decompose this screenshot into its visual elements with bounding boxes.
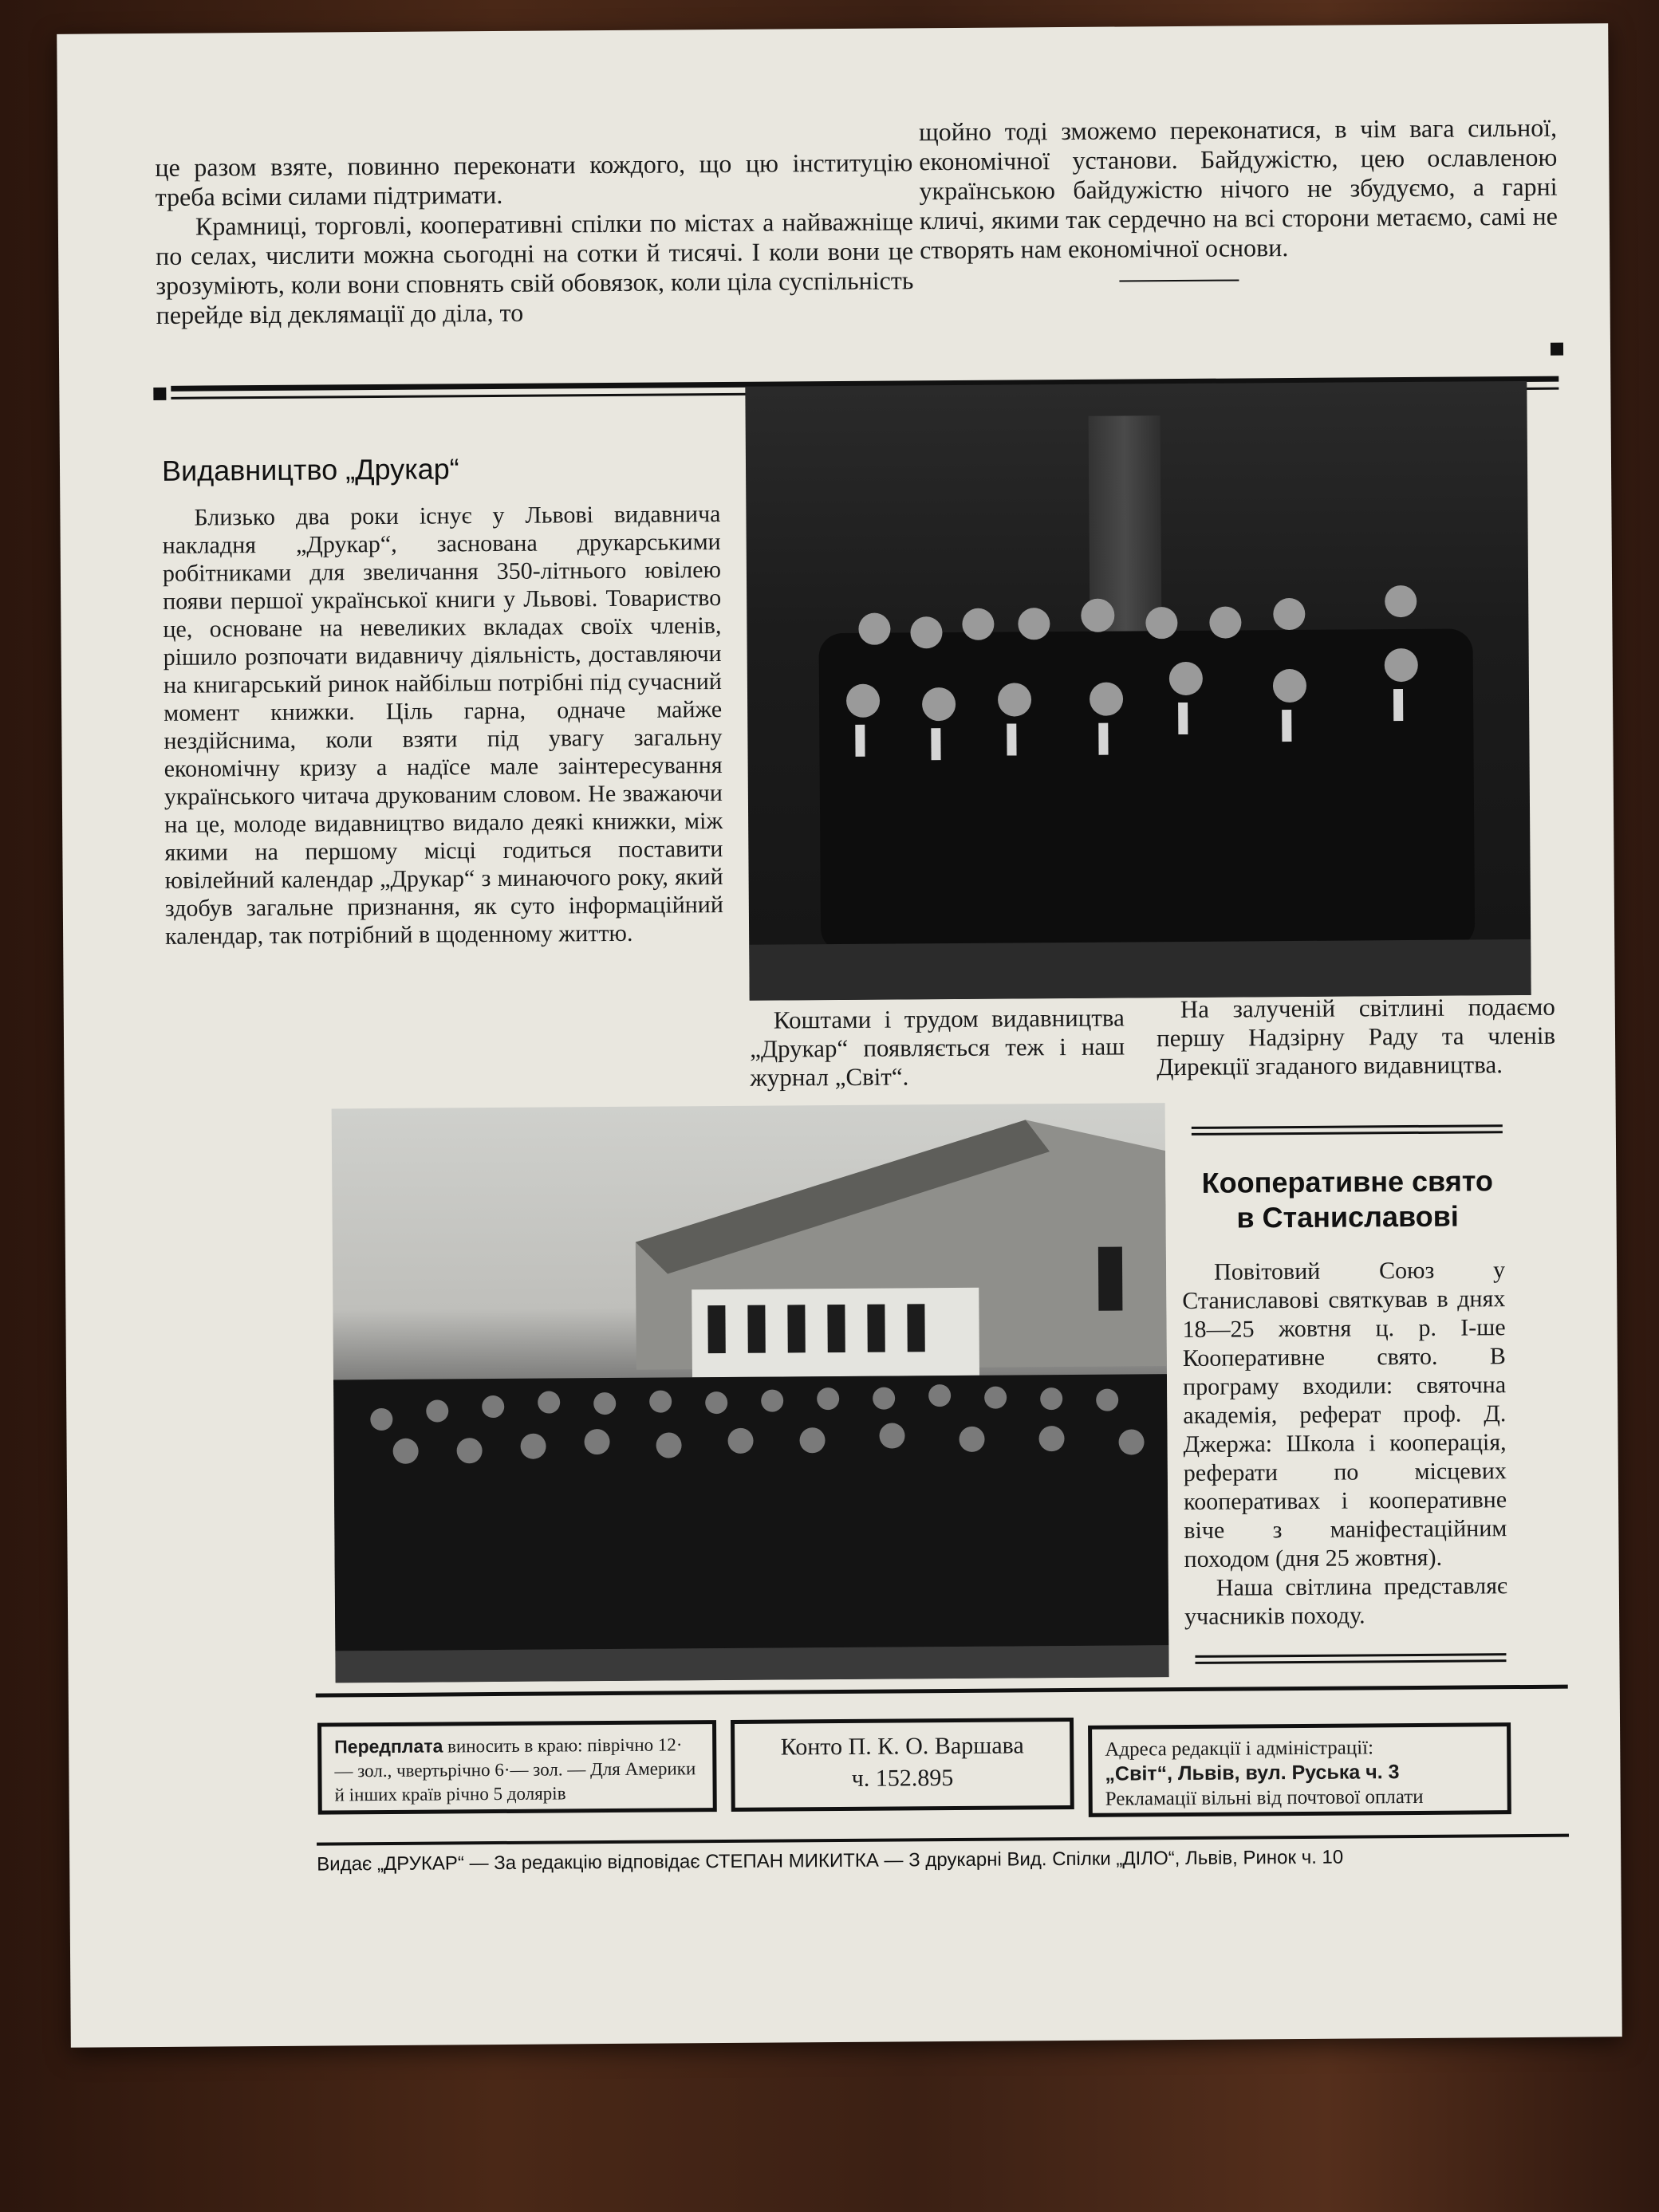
account-box — [731, 1718, 1074, 1812]
short-end-rule — [1119, 279, 1239, 281]
imprint-line: Видає „ДРУКАР“ — За редакцію відповідає СТЕПАН МИКИТКА — З друкарні Вид. Спілки „ДІЛО“, Львів, Ринок ч. 10 — [317, 1846, 1344, 1875]
group-figures — [745, 381, 1531, 1001]
address-box — [1088, 1722, 1511, 1817]
address-line-1: Адреса редакції і адміністрації: — [1105, 1737, 1374, 1761]
address-line-2: „Світ“, Львів, вул. Руська ч. 3 — [1105, 1761, 1400, 1785]
footer-rule — [317, 1834, 1569, 1846]
article2-para-1: Повітовий Союз у Станиславові святкував в днях 18—25 жовтня ц. р. І-ше Кооперативне свято. В програму входили: святочна академія, реферат проф. Д. Джержа: Школа і кооперація, реферати по місцевих кооперативах і кооперативне віче з маніфестаційним походом (дня 25 жовтня). — [1182, 1257, 1507, 1572]
top-left-para-2: Крамниці, торговлі, кооперативні спілки по містах а найважніще по селах, числити можна сьогодні на сотки й тисячі. І коли вони це зрозуміють, коли вони сповнять свій обовязок, коли ціла суспільність перейде від деклямації до діла, то — [156, 207, 914, 329]
article2-para-2: Наша світлина представляє учасників походу. — [1184, 1572, 1507, 1630]
top-right-para: щойно тоді зможемо переконатися, в чім вага сильної, економічної установи. Байдужістю, цею ославленою українською байдужістю нічого не збудуємо, а гарні кличі, якими так сердечно на всі сторони метаємо, самі не створять нам економічної основи. — [918, 112, 1558, 265]
account-line-2: ч. 152.895 — [851, 1765, 954, 1792]
article1-body: Близько два роки існує у Львові видавнича накладня „Друкар“, заснована друкарськими робітниками для звеличання 350-літнього ювілею появи першої української книги у Львові. Товариство це, основане на невеликих вкладах своїх членів, рішило розпочати видавничу діяльність, доставляючи на книгарський ринок найбільш потрібні під сучасний момент книжки. Ціль гарна, одначе майже нездійснима, коли взяти під увагу загальну економічну кризу а надїсе мале заінтересування українського читача друкованим словом. Не зважаючи на це, молоде видавництво видало деякі книжки, між якими на першому місці годиться поставити ювілейний календар „Друкар“ з минаючого року, який здобув загальне признання, як суто інформаційний календар, так потрібний в щоденному життю. — [162, 501, 723, 950]
rule-square-left — [153, 388, 166, 400]
address-line-3: Рекламації вільні від почтової оплати — [1105, 1785, 1424, 1810]
magazine-page — [57, 23, 1622, 2048]
rule-square-right — [1551, 343, 1563, 356]
article2-bottom-rule-1 — [1195, 1653, 1506, 1658]
top-left-column — [155, 148, 914, 330]
article2-bottom-rule-2 — [1195, 1659, 1506, 1664]
top-right-column — [919, 113, 1558, 266]
board-group-photo — [745, 381, 1531, 1001]
article2-title-line-2: в Станиславові — [1236, 1199, 1459, 1234]
article2-title-line-1: Кооперативне свято — [1201, 1164, 1494, 1199]
crowd-scene — [332, 1103, 1169, 1683]
account-line-1: Конто П. К. О. Варшава — [780, 1732, 1024, 1761]
crowd-photo — [332, 1103, 1169, 1683]
article2-body — [1182, 1256, 1507, 1631]
subscription-text: виносить в краю: піврічно 12·— зол., чвертьрічно 6·— зол. — Для Америки й інших країв річно 5 долярів — [334, 1734, 696, 1805]
subscription-box — [317, 1720, 717, 1814]
article2-top-rule-2 — [1192, 1131, 1503, 1136]
article2-top-rule-1 — [1192, 1124, 1503, 1129]
bottom-info-rule — [316, 1685, 1568, 1698]
caption-left: Коштами і трудом видавництва „Друкар“ появляється теж і наш журнал „Світ“. — [749, 1003, 1125, 1092]
subscription-label: Передплата — [334, 1735, 443, 1757]
caption-right: На залученій світлині подаємо першу Надзірну Раду та членів Дирекції згаданого видавництва. — [1156, 992, 1556, 1081]
top-left-para-1: це разом взяте, повинно переконати кождого, що цю інституцію треба всіми силами підтримати. — [155, 148, 913, 211]
article1-title: Видавництво „Друкар“ — [161, 452, 459, 487]
